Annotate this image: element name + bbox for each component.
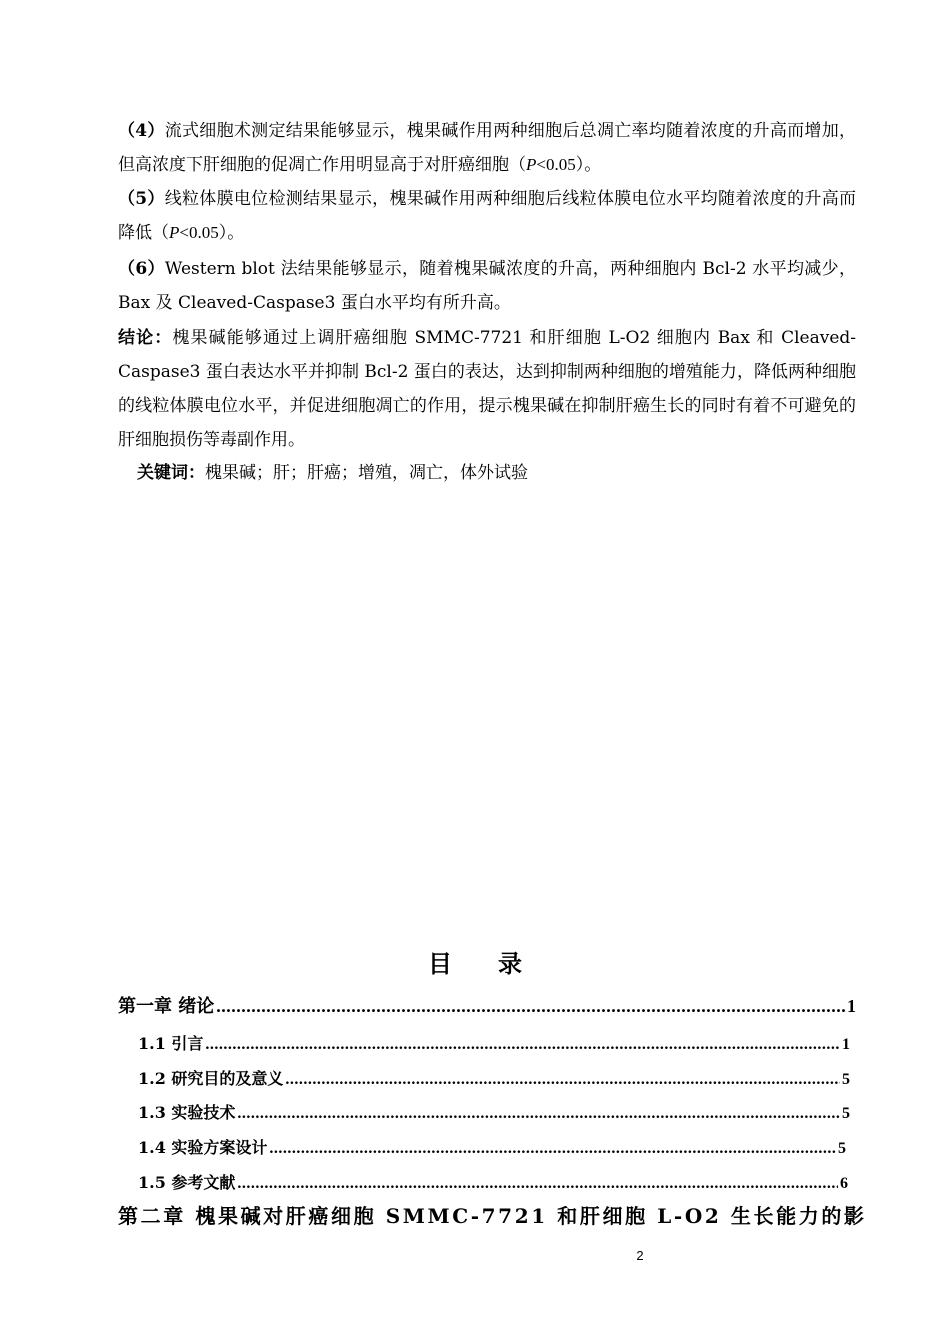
toc-entry-1-2[interactable] [118,1066,850,1089]
conclusion-text: 槐果碱能够通过上调肝癌细胞 SMMC-7721 和肝细胞 L-O2 细胞内 Bax 和 Cleaved-Caspase3 蛋白表达水平并抑制 Bcl-2 蛋白的表达，达到抑制两种细胞的增殖能力，降低两种细胞的线粒体膜电位水平，并促进细胞凋亡的作用，提示槐果碱在抑制肝癌生长的同时有着不可避免的肝细胞损伤等毒副作用。 [118,328,857,450]
abstract-conclusion [118,321,856,457]
item-4-tail: <0.05）。 [536,155,602,174]
toc-title [0,944,950,979]
toc-entry-1-3[interactable] [118,1100,850,1123]
abstract-keywords [137,456,856,490]
toc-leader-dots [205,1036,840,1054]
page-number: 2 [636,1248,644,1263]
toc-entry-page: 5 [838,1140,846,1157]
toc-entry-page: 5 [842,1071,850,1088]
toc-entry-1-1[interactable] [118,1031,850,1054]
toc-entry-page: 5 [842,1105,850,1122]
item-5-label: （5） [118,189,165,209]
item-5-text: 线粒体膜电位检测结果显示，槐果碱作用两种细胞后线粒体膜电位水平均随着浓度的升高而降低（ [118,189,856,243]
item-6-text: Western blot 法结果能够显示，随着槐果碱浓度的升高，两种细胞内 Bcl-2 水平均减少，Bax 及 Cleaved-Caspase3 蛋白水平均有所升高。 [118,259,856,313]
item-5-tail: <0.05）。 [179,223,245,242]
toc-entry-label: 第一章 绪论 [118,996,215,1017]
toc-leader-dots [269,1140,836,1158]
toc-leader-dots [237,1105,840,1123]
toc-entry-label: 1.2 研究目的及意义 [138,1069,284,1088]
toc-entry-label: 1.1 引言 [138,1034,204,1053]
toc-leader-dots [285,1071,840,1089]
keywords-label: 关键词： [137,463,205,483]
toc-leader-dots [237,1175,838,1193]
toc-leader-dots [216,996,845,1017]
toc-entry-page: 1 [847,996,856,1016]
toc-entry-label: 1.4 实验方案设计 [138,1138,268,1157]
abstract-item-6 [118,252,856,320]
item-5-p-symbol: P [169,223,180,242]
toc-entry-chapter-2[interactable]: 第二章 槐果碱对肝癌细胞 SMMC-7721 和肝细胞 L-O2 生长能力的影 [118,1204,867,1228]
toc-entry-label: 1.3 实验技术 [138,1103,236,1122]
toc-entry-1-5[interactable] [118,1170,848,1193]
item-4-label: （4） [118,121,165,141]
toc-entry-label: 1.5 参考文献 [138,1173,236,1192]
toc-title-char-2: 录 [498,949,522,978]
abstract-item-5 [118,182,856,250]
item-4-p-symbol: P [526,155,537,174]
toc-entry-1-4[interactable] [118,1135,846,1158]
toc-title-char-1: 目 [428,949,452,978]
keywords-text: 槐果碱；肝；肝癌；增殖，凋亡，体外试验 [205,463,528,483]
toc-entry-page: 1 [842,1036,850,1053]
item-6-label: （6） [118,259,165,279]
item-4-text: 流式细胞术测定结果能够显示，槐果碱作用两种细胞后总凋亡率均随着浓度的升高而增加，但高浓度下肝细胞的促凋亡作用明显高于对肝癌细胞（ [118,121,856,175]
abstract-item-4 [118,114,856,182]
toc-entry-page: 6 [840,1175,848,1192]
conclusion-label: 结论： [118,328,173,348]
toc-entry-chapter-1[interactable] [118,992,856,1018]
